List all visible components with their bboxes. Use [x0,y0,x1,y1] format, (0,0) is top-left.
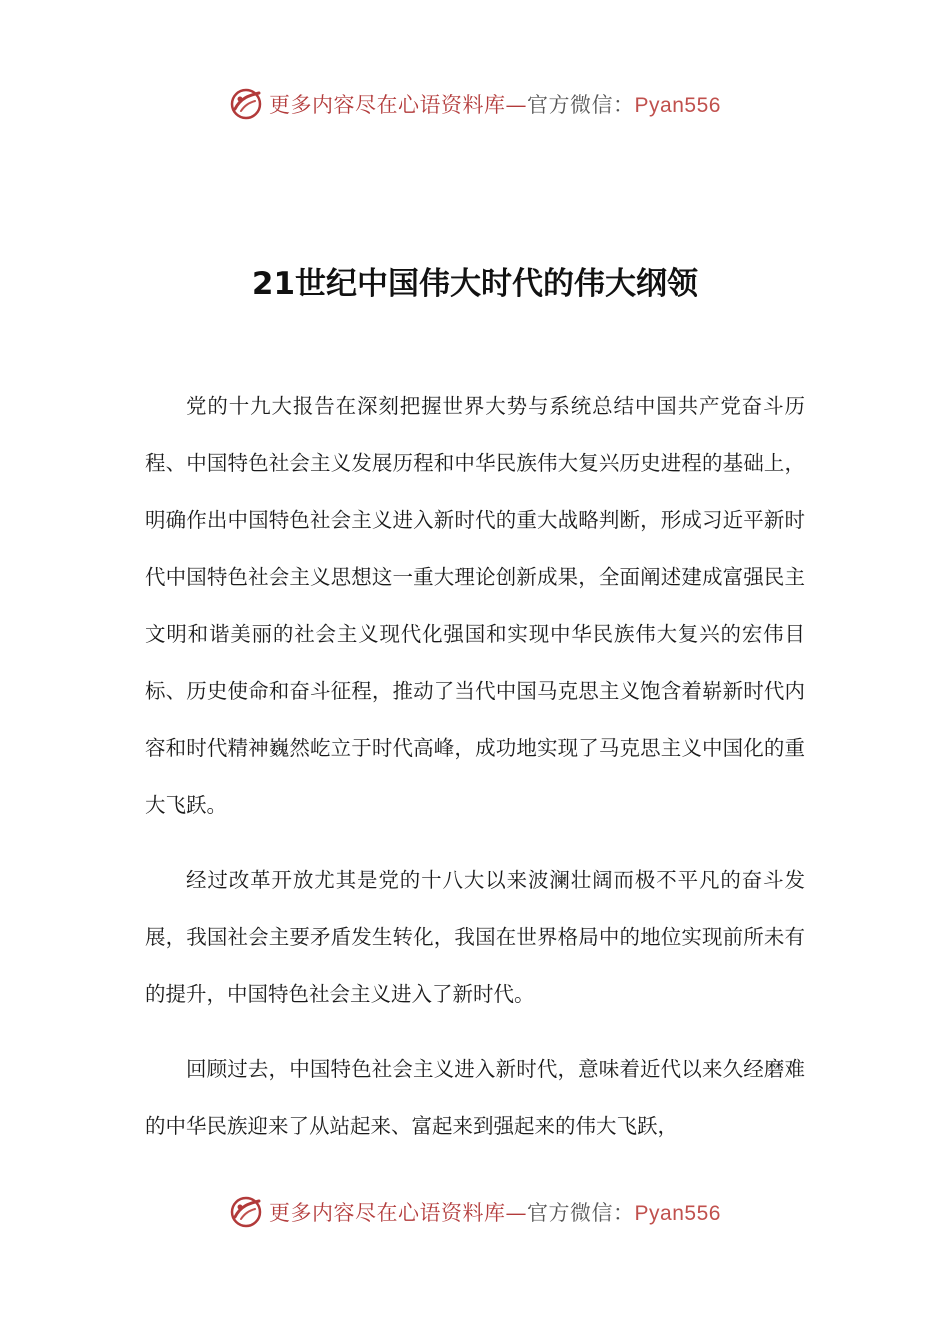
promo-text: 更多内容尽在心语资料库 [269,1201,506,1225]
banner-text [269,1197,721,1227]
promo-text: 更多内容尽在心语资料库 [269,93,506,117]
wechat-label: 官方微信： [527,1201,635,1225]
document-body [145,378,805,1173]
banner-text [269,89,721,119]
banner-separator: — [505,1201,528,1225]
wechat-label: 官方微信： [527,93,635,117]
paragraph: 经过改革开放尤其是党的十八大以来波澜壮阔而极不平凡的奋斗发展，我国社会主要矛盾发生转化，我国在世界格局中的地位实现前所未有的提升，中国特色社会主义进入了新时代。 [145,868,805,1006]
banner-separator: — [505,93,528,117]
paragraph: 回顾过去，中国特色社会主义进入新时代，意味着近代以来久经磨难的中华民族迎来了从站起来、富起来到强起来的伟大飞跃， [145,1057,805,1138]
footer-banner [0,1190,950,1234]
wechat-id: Pyan556 [634,1202,721,1225]
document-title: 21世纪中国伟大时代的伟大纲领 [251,266,699,302]
header-banner [0,82,950,126]
wechat-id: Pyan556 [634,94,721,117]
paragraph: 党的十九大报告在深刻把握世界大势与系统总结中国共产党奋斗历程、中国特色社会主义发展历程和中华民族伟大复兴历史进程的基础上，明确作出中国特色社会主义进入新时代的重大战略判断，形成习近平新时代中国特色社会主义思想这一重大理论创新成果，全面阐述建成富强民主文明和谐美丽的社会主义现代化强国和实现中华民族伟大复兴的宏伟目标、历史使命和奋斗征程，推动了当代中国马克思主义饱含着崭新时代内容和时代精神巍然屹立于时代高峰，成功地实现了马克思主义中国化的重大飞跃。 [145,394,805,817]
logo-icon [229,1195,263,1229]
logo-icon [229,87,263,121]
